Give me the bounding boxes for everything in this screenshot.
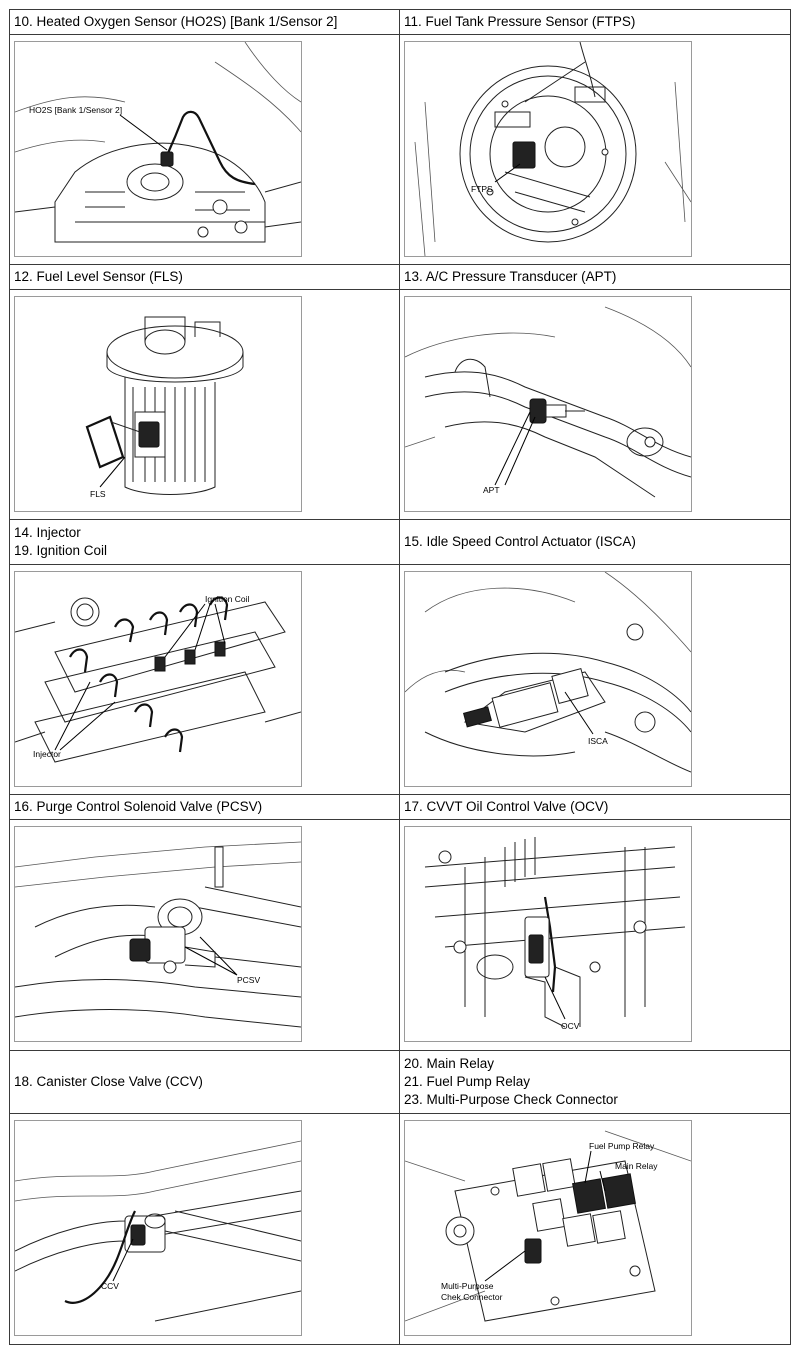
- ccv-illustration: [14, 1120, 302, 1336]
- callout-label: FTPS: [471, 184, 493, 194]
- header-row: [10, 795, 791, 820]
- section-header-isca: [400, 520, 791, 565]
- callout-label: Chek Connector: [441, 1292, 503, 1302]
- figure-cell-ftps: [400, 35, 791, 265]
- figure-row: [10, 565, 791, 795]
- callout-label: PCSV: [237, 975, 261, 985]
- header-line: 12. Fuel Level Sensor (FLS): [14, 269, 183, 284]
- ocv-illustration: [404, 826, 692, 1042]
- header-row: [10, 10, 791, 35]
- component-table: [9, 9, 791, 1345]
- injector-coil-illustration: [14, 571, 302, 787]
- isca-illustration: [404, 571, 692, 787]
- figure-row: [10, 35, 791, 265]
- ftps-illustration: [404, 41, 692, 257]
- header-line: 19. Ignition Coil: [14, 543, 108, 558]
- header-line: 17. CVVT Oil Control Valve (OCV): [404, 799, 609, 814]
- header-line: 15. Idle Speed Control Actuator (ISCA): [404, 534, 636, 549]
- figure-cell-injector-coil: [10, 565, 400, 795]
- fls-illustration: [14, 296, 302, 512]
- callout-label: HO2S [Bank 1/Sensor 2]: [29, 105, 123, 115]
- callout-label: APT: [483, 485, 500, 495]
- section-header-ftps: [400, 10, 791, 35]
- header-line: 18. Canister Close Valve (CCV): [14, 1074, 203, 1089]
- callout-label: Injector: [33, 749, 61, 759]
- ho2s-illustration: [14, 41, 302, 257]
- figure-cell-ho2s: [10, 35, 400, 265]
- header-line: 23. Multi-Purpose Check Connector: [404, 1092, 618, 1107]
- header-line: 11. Fuel Tank Pressure Sensor (FTPS): [404, 14, 636, 29]
- figure-cell-apt: [400, 290, 791, 520]
- relays-illustration: [404, 1120, 692, 1336]
- pcsv-illustration: [14, 826, 302, 1042]
- header-line: 20. Main Relay: [404, 1056, 495, 1071]
- header-line: 10. Heated Oxygen Sensor (HO2S) [Bank 1/Sensor 2]: [14, 14, 338, 29]
- figure-cell-fls: [10, 290, 400, 520]
- callout-label: ISCA: [588, 736, 608, 746]
- header-line: 16. Purge Control Solenoid Valve (PCSV): [14, 799, 263, 814]
- header-line: 13. A/C Pressure Transducer (APT): [404, 269, 617, 284]
- callout-label: FLS: [90, 489, 106, 499]
- section-header-ccv: [10, 1051, 400, 1114]
- header-row: [10, 520, 791, 565]
- figure-row: [10, 820, 791, 1051]
- figure-row: [10, 290, 791, 520]
- callout-label: Main Relay: [615, 1161, 658, 1171]
- section-header-relays: [400, 1051, 791, 1114]
- figure-row: [10, 1114, 791, 1345]
- section-header-ocv: [400, 795, 791, 820]
- figure-cell-relays: [400, 1114, 791, 1345]
- header-row: [10, 1051, 791, 1114]
- callout-label: Ignition Coil: [205, 594, 250, 604]
- apt-illustration: [404, 296, 692, 512]
- section-header-ho2s: [10, 10, 400, 35]
- section-header-injector-coil: [10, 520, 400, 565]
- callout-label: OCV: [561, 1021, 580, 1031]
- section-header-pcsv: [10, 795, 400, 820]
- section-header-fls: [10, 265, 400, 290]
- figure-cell-pcsv: [10, 820, 400, 1051]
- callout-label: Multi-Purpose: [441, 1281, 494, 1291]
- header-line: 14. Injector: [14, 525, 81, 540]
- callout-label: CCV: [101, 1281, 119, 1291]
- figure-cell-ccv: [10, 1114, 400, 1345]
- figure-cell-ocv: [400, 820, 791, 1051]
- section-header-apt: [400, 265, 791, 290]
- figure-cell-isca: [400, 565, 791, 795]
- callout-label: Fuel Pump Relay: [589, 1141, 655, 1151]
- header-line: 21. Fuel Pump Relay: [404, 1074, 531, 1089]
- header-row: [10, 265, 791, 290]
